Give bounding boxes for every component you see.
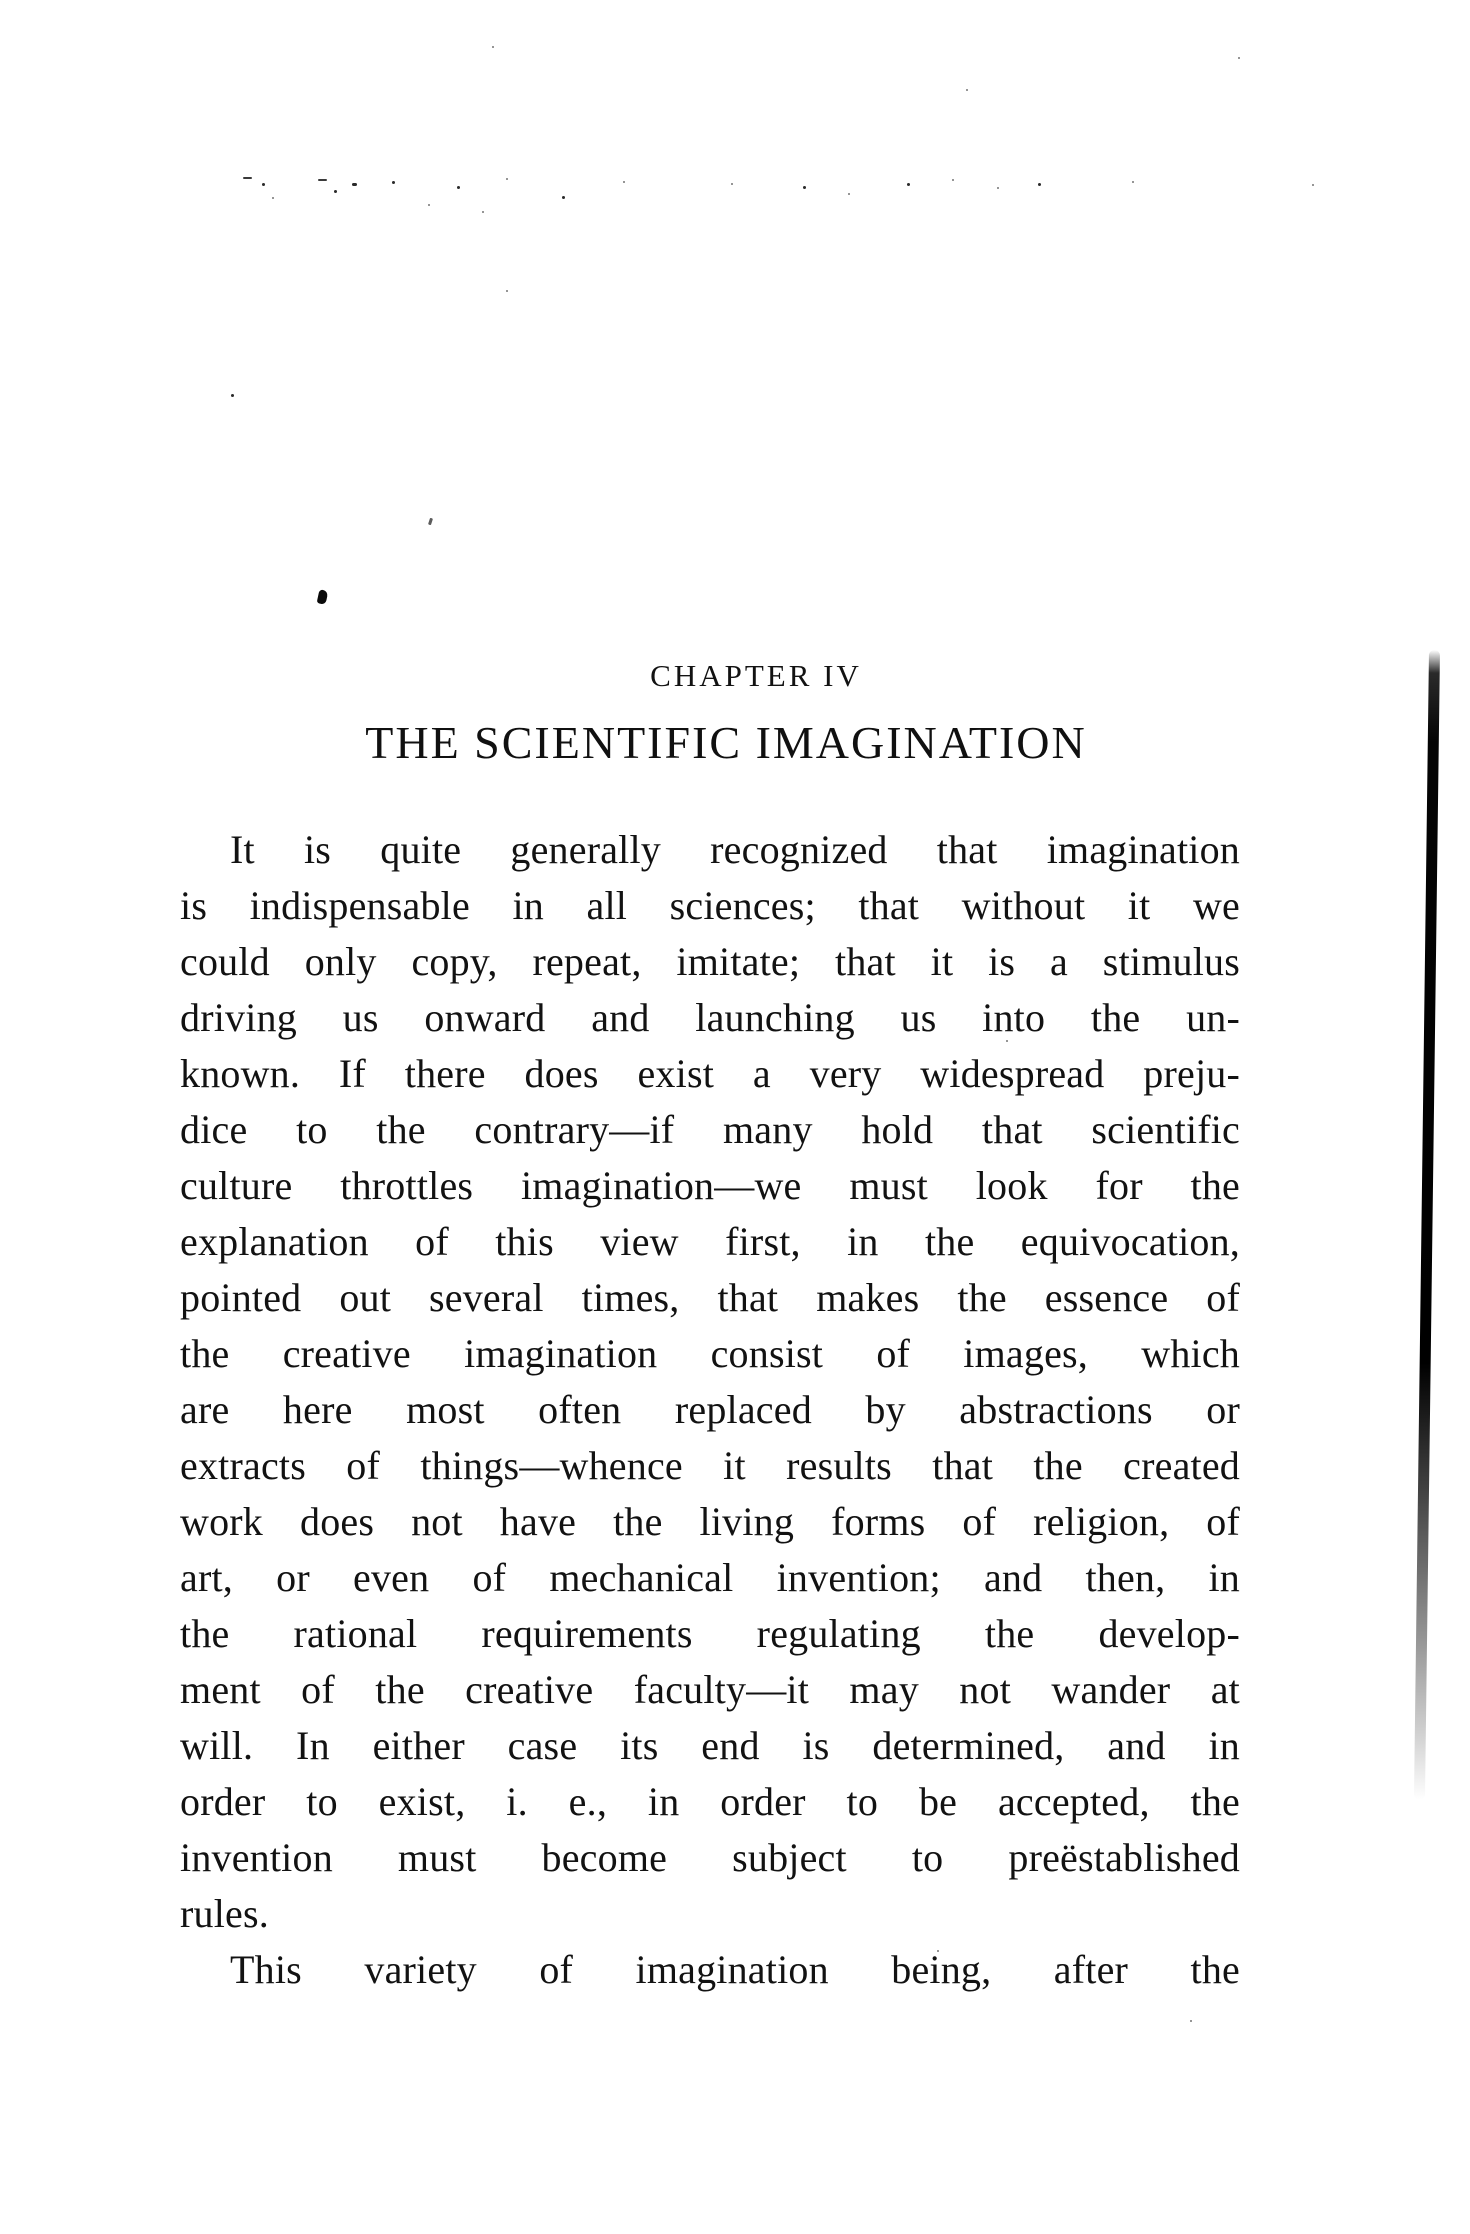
text-line: will. In either case its end is determined, and in (180, 1723, 1240, 1768)
scan-speck (1312, 184, 1314, 186)
scan-speck (262, 183, 265, 186)
text-line: rules. (180, 1891, 269, 1936)
text-line: the rational requirements regulating the develop- (180, 1611, 1240, 1656)
ink-tick-artifact (428, 518, 433, 526)
scan-speck (457, 186, 460, 189)
text-line: could only copy, repeat, imitate; that it is a stimulus (180, 939, 1240, 984)
scan-speck (352, 183, 357, 186)
text-line: This variety of imagination being, after the (230, 1947, 1240, 1992)
body-text (180, 822, 1240, 1998)
scan-speck (318, 179, 327, 181)
text-line: driving us onward and launching us into the un- (180, 995, 1240, 1040)
text-line: explanation of this view first, in the equivocation, (180, 1219, 1240, 1264)
scan-speck (907, 183, 910, 186)
text-line: known. If there does exist a very widespread preju- (180, 1051, 1240, 1096)
scan-speck (231, 394, 234, 397)
text-line: invention must become subject to preëstablished (180, 1835, 1240, 1880)
scan-speck (1238, 57, 1240, 59)
scan-speck (997, 187, 999, 189)
text-line: the creative imagination consist of images, which (180, 1331, 1240, 1376)
scan-speck (966, 89, 968, 91)
scan-speck (492, 46, 494, 48)
scan-speck (272, 197, 274, 199)
text-line: culture throttles imagination—we must look for the (180, 1163, 1240, 1208)
scan-speck (1038, 183, 1041, 186)
scan-speck (1132, 181, 1134, 183)
scan-speck (731, 183, 733, 185)
text-line: ment of the creative faculty—it may not wander at (180, 1667, 1240, 1712)
scan-speck (803, 186, 806, 189)
scan-speck (506, 178, 508, 180)
text-line: work does not have the living forms of religion, of (180, 1499, 1240, 1544)
text-line: dice to the contrary—if many hold that scientific (180, 1107, 1240, 1152)
scan-streak-artifact (1414, 650, 1440, 1800)
scan-speck (1190, 2020, 1192, 2022)
chapter-heading: CHAPTER IV (650, 658, 862, 693)
scan-speck (392, 181, 395, 184)
scan-speck (848, 193, 850, 195)
text-line: is indispensable in all sciences; that without it we (180, 883, 1240, 928)
scan-speck (952, 179, 954, 181)
ink-blob-artifact (317, 589, 329, 605)
text-line: extracts of things—whence it results that the created (180, 1443, 1240, 1488)
text-line: are here most often replaced by abstractions or (180, 1387, 1240, 1432)
text-line: pointed out several times, that makes the essence of (180, 1275, 1240, 1320)
scan-speck (334, 190, 337, 193)
text-line: It is quite generally recognized that imagination (230, 827, 1240, 872)
text-line: order to exist, i. e., in order to be accepted, the (180, 1779, 1240, 1824)
scan-speck (428, 204, 430, 206)
scan-speck (243, 177, 252, 179)
text-line: art, or even of mechanical invention; and then, in (180, 1555, 1240, 1600)
page-title: THE SCIENTIFIC IMAGINATION (365, 717, 1087, 768)
scan-speck (482, 211, 484, 213)
scan-speck (562, 196, 565, 199)
scan-speck (506, 290, 508, 292)
scan-speck (623, 181, 625, 183)
